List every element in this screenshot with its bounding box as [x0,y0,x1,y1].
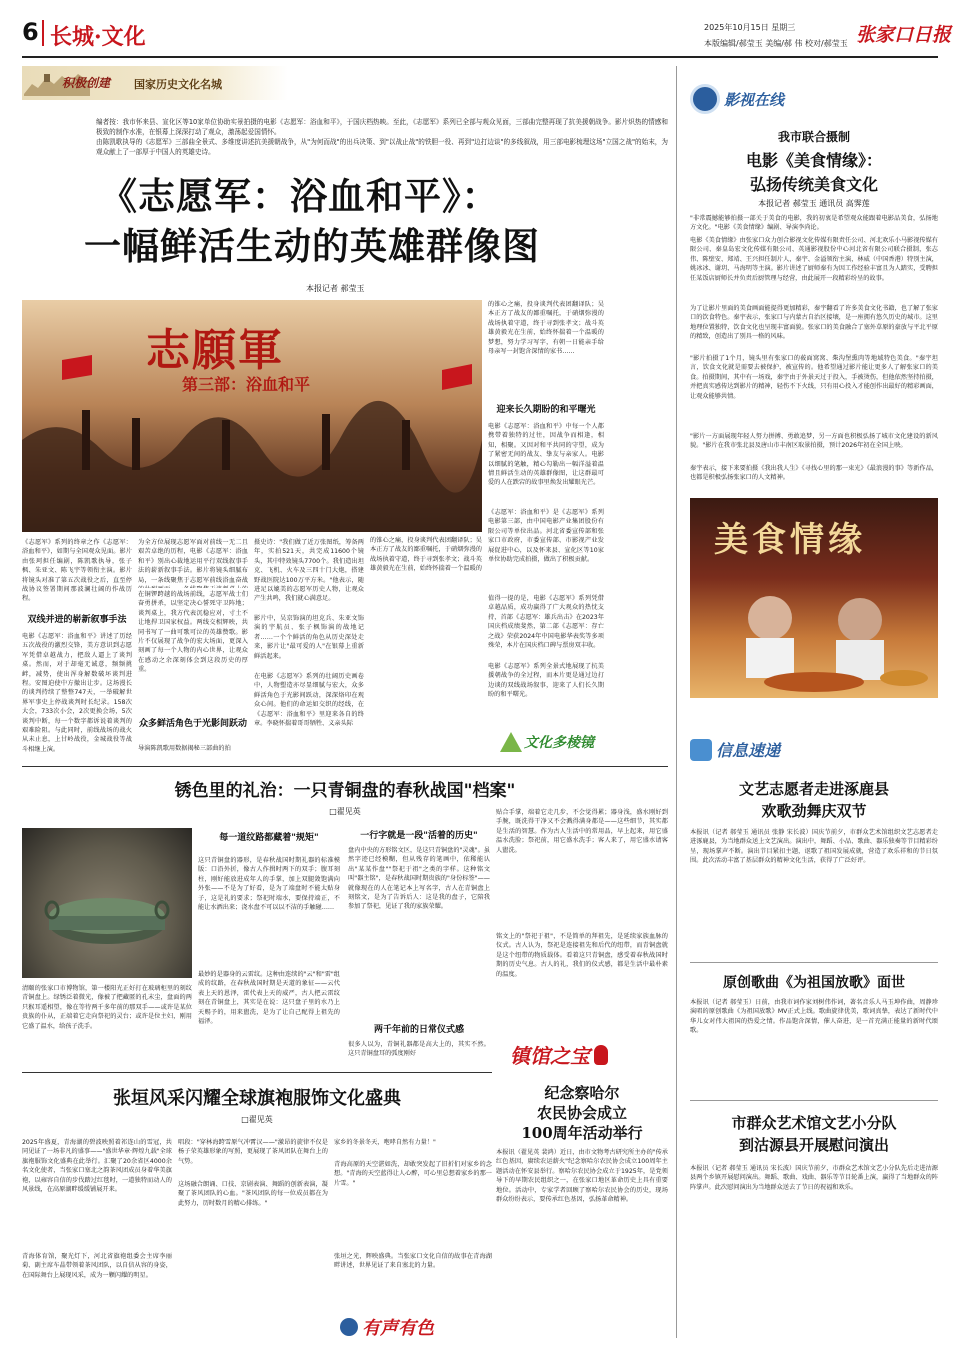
culture-prism-badge [500,732,594,752]
right-rule-2 [690,1100,938,1101]
song-body: 本报讯（记者 郝莹玉）日前，由我市词作家刘树伟作词，著名音乐人马玉坤作曲，周静珍演唱的原创歌曲《为祖国放歌》MV正式上线。歌曲旋律优美，歌词真挚，表达了新时代中华儿女对伟大祖国的热爱之情。作品饱含深情，催人奋进，是一首充满正能量的新时代颂歌。 [690,999,938,1035]
bronze-plate-image [22,828,192,978]
signal-icon [690,739,712,761]
lead-col-2-subhead: 众多鲜活角色于光影间跃动 [138,719,247,729]
poster-title: 志願軍 [146,325,284,376]
section-name: 长城·文化 [50,24,146,50]
bronze-subhead-2: 一行字就是一段"活着的历史" [360,831,478,841]
qipao-col-1: 2025年盛夏，青海湖的碧波映照着祁连山的雪冠，共同见证了一场非凡的盛事——"盛世华章·辉煌九载"全球旗袍服饰文化盛典在此举行。汇聚了20余省区4000余名文化使者，当张家口塞北之韵茶风团成员身着华美旗袍，以雍容自信的步伐踏过红毯时，一道独特而动人的风景线，在高原湖畔缓缓铺展开来。 [22,1139,172,1194]
editor-note: 编者按：我市怀来县、宣化区等10家单位协助实景拍摄的电影《志愿军：浴血和平》，于国庆档热映。至此，《志愿军》系列已全部与观众见面，三部曲完整再现了抗美援朝战争。影片炽热的情感和极致的制作水准，在银幕上深深打动了观众，激荡起爱国情怀。 [96,118,668,136]
film-byline: 本报记者 郝莹玉 通讯员 高霁莲 [758,199,870,208]
lead-col-2b: 在铜锣跨越的战场前线，志愿军战士们奋勇拼杀，以坚定决心誓死守卫阵地；谈判桌上，我方代表沉稳应对，寸土不让地捍卫国家权益。两线交相辉映，共同书写了一曲可歌可泣的英雄赞歌。影片不仅展现了战争的宏大场面，更深入刻画了每一个人物的内心世界，让观众在感动之余深刻体会到这段历史的厚重。 [138,591,248,674]
qipao-article-byline: □翟见英 [241,1115,273,1124]
film-body-5: "影片一方面展现年轻人努力拼搏、勇敢追梦，另一方面也积极弘扬了城市文化建设的新风貌。"影片在我市张北县及唐山市丰南区取景拍摄，预计2026年初在全国上映。 [690,433,938,450]
film-title-line-1: 电影《美食情缘》： [745,151,882,170]
museum-title-line-2: 农民协会成立 [536,1104,627,1122]
lead-col-1: 《志愿军》系列的终章之作《志愿军：浴血和平》，如期与全国观众见面。影片由张珂担任编剧，陈凯歌执导，张子枫、朱亚文、陈飞宇等领衔主演。影片将镜头对准了第五次战役之后，直至停战协议签署期间那波澜壮阔的作战历程。 [22,539,132,603]
bronze-article-byline: □翟见英 [329,807,361,816]
bronze-col-1: 这只青铜盘的器形，是春秋战国时期礼器的标准模版：口沿外折，像古人作揖时两下的双手；腹耳刻柱，刚好能放进成年人的手掌，加上双腿敛饱满向外张——不是为了好看，是为了端盘时不能太贴身子，这是礼的要求；祭祀时端水，要保持端正，不能让水洒出来；浇水盘不可以以不洁的手触碰…… [198,857,340,912]
bronze-col-2: 盘内中央的方形铭文区，是这只青铜盘的"灵魂"。虽然字迹已经模糊，但从残存的笔画中，依稀能认出"某某作盘""祭祀于祖"之类的字样。这种铭文叫"器主铭"，是春秋战国时期贵族的"身份标签"——就像现在的人在笔记本上写名字，古人在青铜盘上刻铭文，是为了告诉后人：这是我的盘子，它陪我参加了祭祀，见证了我的家族荣耀。 [348,847,490,911]
header-rule [22,56,938,58]
volunteer-title-line-1: 文艺志愿者走进涿鹿县 [738,780,889,798]
lead-col-4-subhead: 迎来长久期盼的和平曙光 [496,405,596,415]
bronze-col-3b: 铭文上的"祭祀于祖"，不是简单的拜祖先，是延续家族血脉的仪式。古人认为，祭祀是连接祖先和后代的纽带，而青铜盘就是这个纽带的物质载体。看着这只青铜盘，感受着春秋战国时期的历史气息。古人的礼，我们的仪式感，都是生活中最朴素的温度。 [496,933,668,978]
sound-color-badge [340,1314,434,1340]
qipao-col-3c: 张垣之光，辉映盛典。当张家口文化自信的故事在青海湖畔讲述，世界见证了来自塞北的力量。 [334,1253,492,1270]
news-express-badge-label: 信息速递 [716,741,781,760]
bronze-subhead-3: 两千年前的日常仪式感 [373,1025,464,1035]
lead-col-3c: 在电影《志愿军》系列的壮阔历史画卷中，人物塑造亦尽显细腻与宏大，众多鲜活角色于光影间跃动，深深烙印在观众心间。他们的命运如交织的经线，在《志愿军：浴血和平》里迎来各自的终章。李晓怀揣着哥哥牺牲、义亲头际 [254,673,364,728]
film-online-badge [690,84,784,114]
page-number: 6 [22,18,39,46]
lead-col-3b: 影片中，吴京饰演的坦克兵、朱亚文饰演的宇航员、张子枫饰演的战地记者……一个个鲜活的角色从历史深处走来，影片让"最可爱的人"在银幕上重新鲜活起来。 [254,615,364,660]
qipao-col-3: 家乡的冬景冬天，咆哮自然有力量！" [334,1139,436,1146]
lead-col-2c: 导演陈凯歌用数据揭秘三部曲的拍 [138,745,231,752]
page-number-divider [42,20,44,46]
bronze-col-3: 贴合手掌，端着它走几步，不会觉得累；器身浅，盛水刚好到手腕，既洗得干净又不会溅得满身都是——这些细节，其实都是生活的智慧。作为古人生活中的常用品，早上起来，用它盛温水洗脸；祭祀前，用它盛水洗手；客人来了，用它盛水请客人盥洗。 [496,809,668,854]
museum-title-line-3: 100周年活动举行 [521,1124,643,1142]
date-line: 2025年10月15日 星期三 [704,23,796,32]
prism-icon [500,732,522,752]
film-body-1: "非常震撼能够拍摄一部关于美食的电影，我的初衷是希望观众能跟着电影品美食，弘扬地方文化。"电影《美食情缘》编剧、导演李尚论。 [690,215,938,232]
film-kicker: 我市联合摄制 [777,130,850,144]
header [0,0,960,62]
film-body-4: "影片拍摄了1个月，镜头里有张家口的莜面窝窝、柴沟堡熏肉等地域特色美食。"秦宇坦言，饮食文化就是需要去被保护，被宣传的。他希望通过影片能让更多人了解张家口的美食。拍摄期间，其中有一场戏，秦宇由于外景天过于投入，手被烫伤，但他依然坚持拍摄，并把真实感传达到影片的精神，轻伤不下火线，只有用心投入才能创作出最好的精彩画面，让观众能够共情。 [690,355,938,400]
bronze-col-1b: 最妙的是器身的云雷纹。这种由连续的"云"和"雷"组成的纹路，在春秋战国时期是天道的象征——云代表上天的恩泽，雷代表上天的威严，古人把云雷纹刻在青铜盘上，其实是在说：这只盘子里的水乃上天赐予的，用来盥洗，是为了让自己配得上祖先的福泽。 [198,971,340,1026]
lead-col-4: 的锥心之痛，投身谈判代表团翻译队；吴本正方了战友的鄙重嘱托，于硝烟弥漫的战场执着守道，终于寻到张孝文；战斗英雄黄毅光在生前，始终怀揣着一个温暖的 [370,537,482,573]
lead-col-1b: 电影《志愿军：浴血和平》讲述了历经五次战役的激烈交锋，美方意识到志愿军凭借卓越战力，把敌人逼上了谈判桌。然而，对于却毫无诚意，频频挑衅，减势，使出浑身解数破坏谈判进程。安图迫使中方撤出让步。这场漫长的谈判持续了整整747天，一举破解世界军事史上停战谈判时长纪录。158次大会，733次小会，2次更换会场，5次谈判中断，每一个数字都诉说着谈判的艰难险阻。与此同时，前线战场的战火从未止息，上甘岭战役，金城战役等战斗相继上演。 [22,633,132,753]
troupe-body: 本报讯（记者 郝莹玉 通讯员 宋长波）国庆节前夕，市群众艺术馆文艺小分队先后走进沽源县两个乡镇开展慰问演出。舞蹈、歌曲、戏曲、器乐等节目轮番上演，赢得了当地群众的阵阵掌声。此次慰问演出为当地群众送去了节日的祝福和欢乐。 [690,1165,938,1191]
film-poster-image [22,300,482,532]
bronze-article-title: 锈色里的礼治：一只青铜盘的春秋战国"档案" [174,781,516,801]
film-online-badge-label: 影视在线 [724,90,785,109]
troupe-title-line-2: 到沽源县开展慰问演出 [738,1136,889,1154]
troupe-title-line-1: 市群众艺术馆文艺小分队 [731,1114,897,1132]
culture-prism-badge-label: 文化多棱镜 [524,735,594,751]
news-express-badge [690,738,780,761]
qipao-col-3b: 青海高原的天空湛如洗，却敢突发起了旧折们对家乡的念想。"青海的天空蓝得让人心醉，可心里总想着家乡的那一片雪。" [334,1161,492,1187]
editor-note-2: 由陈凯歌执导的《志愿军》三部曲全景式、多维度讲述抗美援朝战争，从"为何而战"的出兵决策、到"以战止战"的铁胆一役、再到"边打边谈"的多线叙战，用三部电影梳理这场"立国之战"的始末，为观众献上了一部厚于中国人的英雄史诗。 [96,138,668,156]
lead-title-line-1: 《志愿军：浴血和平》： [100,174,500,218]
lead-title-line-2: 一幅鲜活生动的英雄群像图 [84,224,540,268]
museum-treasure-badge-label: 镇馆之宝 [510,1044,590,1068]
qipao-col-1b: 青海体育馆，聚光灯下，河北省旗袍组委会主席李丽菊、副主席车晶带领着茶风团队，以自信从容的身姿，在国际舞台上展现风采，成为一颗闪耀的明星。 [22,1253,172,1279]
lead-byline: 本报记者 郝莹玉 [306,284,365,293]
lead-col-4b: 电影《志愿军：浴血和平》中每一个人都携带着独特的过往，因战争而相逢，相知，相聚。又因对和平共同的守望，成为了紧密无间的战友、挚友与亲家人。电影以细腻的笔触，精心勾勒出一幅洋溢着温情且鲜活生动的英雄群像图，让这群最可爱的人在跌宕的故事里焕发出耀眼光芒。 [488,423,604,487]
music-note-icon [340,1318,358,1336]
lead-col-4e: 电影《志愿军》系列全景式地展现了抗美援朝战争的全过程，而本片更是通过边打边谈的双线战场叙事，迎来了人们长久期盼的和平曙光。 [488,663,604,699]
film-body-6: 秦宇表示，接下来要拍摄《我出我人生》《寻找心里的那一束光》《最浪漫的事》等新作品，也都是积极弘扬张家口的人文精神。 [690,465,938,482]
lead-col-2: 为全方位展现志愿军面对前线一无二且艰苦卓绝的历程，电影《志愿军：浴血和平》别出心裁地运用平行双线叙事手法的崭新叙事手法。影片将镜头细腻布局，一条线聚焦于志愿军前线浴血奋战 [138,539,248,584]
museum-title-line-1: 纪念察哈尔 [544,1084,620,1102]
song-title: 原创歌曲《为祖国放歌》面世 [723,975,905,991]
section-rule-bottom [22,1072,492,1073]
lead-col-4-top: 的锥心之痛，投身谈判代表团翻译队；吴本正方了战友的鄙重嘱托，于硝烟弥漫的战场执着守道，终于寻到张孝文；战斗英雄黄毅光在生前，始终怀揣着一个温暖的梦想，努力学习写字，有朝一日能亲手给母亲写一封饱含深情的家书…… [488,301,604,356]
column-banner [22,66,288,100]
museum-treasure-badge [510,1040,608,1069]
film-body-3: 为了让影片里面的美食画面能提得更加精彩，秦宇翻看了许多美食文化书籍，也了解了张家口的饮食特色。秦宇表示，张家口与内蒙古自治区接壤，是一座拥有悠久历史的城市。这里地理位置独特，饮食文化也呈现丰富面貌。张家口的美食融合了塞外草原的豪放与平北平原的精致，创造出了别具一格的风味。 [690,305,938,341]
qipao-col-2b: 这场融合朗诵、口技、京剧表演、舞蹈的创新表演，凝聚了茶风团队的心血。"茶风团队的每一位成员都在为此努力，历时数月的精心排练。" [178,1181,328,1207]
qipao-col-2: 唱段："穿林海跨雪原气冲霄汉——"激昂的旋律不仅是杨子荣英雄形象的写照，更展现了茶风团队在舞台上的气势。 [178,1139,328,1165]
vase-icon [594,1045,608,1065]
food-film-poster-image [690,498,938,698]
column-divider [676,66,677,1338]
bronze-col-2b: 很多人以为，青铜礼器都是高大上的，其实不然。这只青铜盘耳的弧度刚好 [348,1041,490,1058]
food-poster-title: 美食情缘 [714,520,866,560]
volunteer-title-line-2: 欢歌劲舞庆双节 [761,802,867,820]
volunteer-body: 本报讯（记者 郝莹玉 通讯员 张静 宋长波）国庆节前夕，市群众艺术馆组织文艺志愿者走进涿鹿县，为当地群众送上文艺演出。演出中，舞蹈、小品、歌曲、器乐独奏等节目精彩纷呈，现场掌声不断。演出节目紧扣主题，讴歌了祖国发展成就，营造了欢乐祥和的节日氛围。此次活动丰富了基层群众的精神文化生活，获得了广泛好评。 [690,829,938,865]
newspaper-name: 张家口日报 [856,24,952,46]
film-reel-icon [690,84,720,114]
lead-col-4d: 值得一提的是，电影《志愿军》系列凭借卓越品质，成功赢得了广大观众的热忱支持，首部《志愿军：雄兵出击》在2023年国庆档成绩斐然，第二部《志愿军：存亡之战》荣获2024年中国电影华表奖等多项殊荣，本片在国庆档口碑与票房双丰收。 [488,595,604,650]
right-rule-1 [690,962,938,963]
bronze-subhead-1: 每一道纹路都藏着"规矩" [219,833,319,843]
banner-left-text: 积极创建 [62,76,111,90]
section-rule-mid [22,766,668,767]
banner-right-text: 国家历史文化名城 [134,78,222,91]
lead-col-3: 摄史诗："我们做了近万张图纸，筹备两年，实拍521天，共完成11600个镜头，其中特效镜头7700个。我们造出坦克、飞机、火车及三四十门大炮，搭建野战医院达100万平方米。"他表示，随进足以媲美的志愿军历史人物，让观众产生共鸣，我们就心满意足。 [254,539,364,603]
museum-body: 本报讯（翟见英 裴鸿）近日，由市文物考古研究所主办的"传承红色基因，赓续农运薪火"纪念察哈尔农民协会成立100周年主题活动在怀安县举行。察哈尔农民协会成立于1925年，是党领导下的早期农民组织之一，在张家口地区革命历史上具有重要地位。活动中，专家学者回顾了察哈尔农民协会的历史，现场群众纷纷表示，要传承红色基因，弘扬革命精神。 [496,1149,668,1204]
sound-color-badge-label: 有声有色 [362,1318,434,1339]
lead-col-1-subhead: 双线并进的崭新叙事手法 [27,615,127,625]
film-body-2: 电影《美食情缘》由张家口众力创合影视文化传媒有限责任公司、河北欢乐小马影视传媒有限公司、秦皇岛宏文化传媒有限公司、英通影视股份中心河北省有限公司联合摄制，张志伟、陈壁安、郑靖、王兴担任制片人，秦宇、金溢领衔主演，林威（中国香港）特别主演，姚冰冰、谢玥、马海明等主演。影片讲述了厨师秦有为因工作经验丰富且为人踏实，受聘担任某饭店厨师长并负责后厨管理与经营，由此展开一段精彩纷呈的故事。 [690,237,938,282]
qipao-article-title: 张垣风采闪耀全球旗袍服饰文化盛典 [113,1088,401,1109]
film-title-line-2: 弘扬传统美食文化 [749,175,878,194]
poster-subtitle: 第三部：浴血和平 [182,375,311,394]
bronze-caption: 清颐的张家口市博物馆，第一楼阳光正好打在玻璃柜里的刻纹青铜盘上。绿锈泛着微光，像被了把藏匿的孔末尘，盘面的两只猴耳遥相望，像在等待两千多年前的那双手——或许是某位贵族的仆从，正端着它走向祭祀的灵台；或许是位主妇，刚用它盛了温水，给孩子洗手。 [22,985,192,1030]
editors-line: 本版编辑/郝莹玉 美编/郝 伟 校对/郝莹玉 [704,39,848,48]
lead-col-4c: 《志愿军：浴血和平》是《志愿军》系列电影第三部，由中国电影产业集团股份有限公司等单位出品。河北省委宣传部和张家口市政府，市委宣传部、市影视产业发展促进中心，以及怀来县、宣化区等10家单位协助完成拍摄，做出了积极贡献。 [488,509,604,564]
